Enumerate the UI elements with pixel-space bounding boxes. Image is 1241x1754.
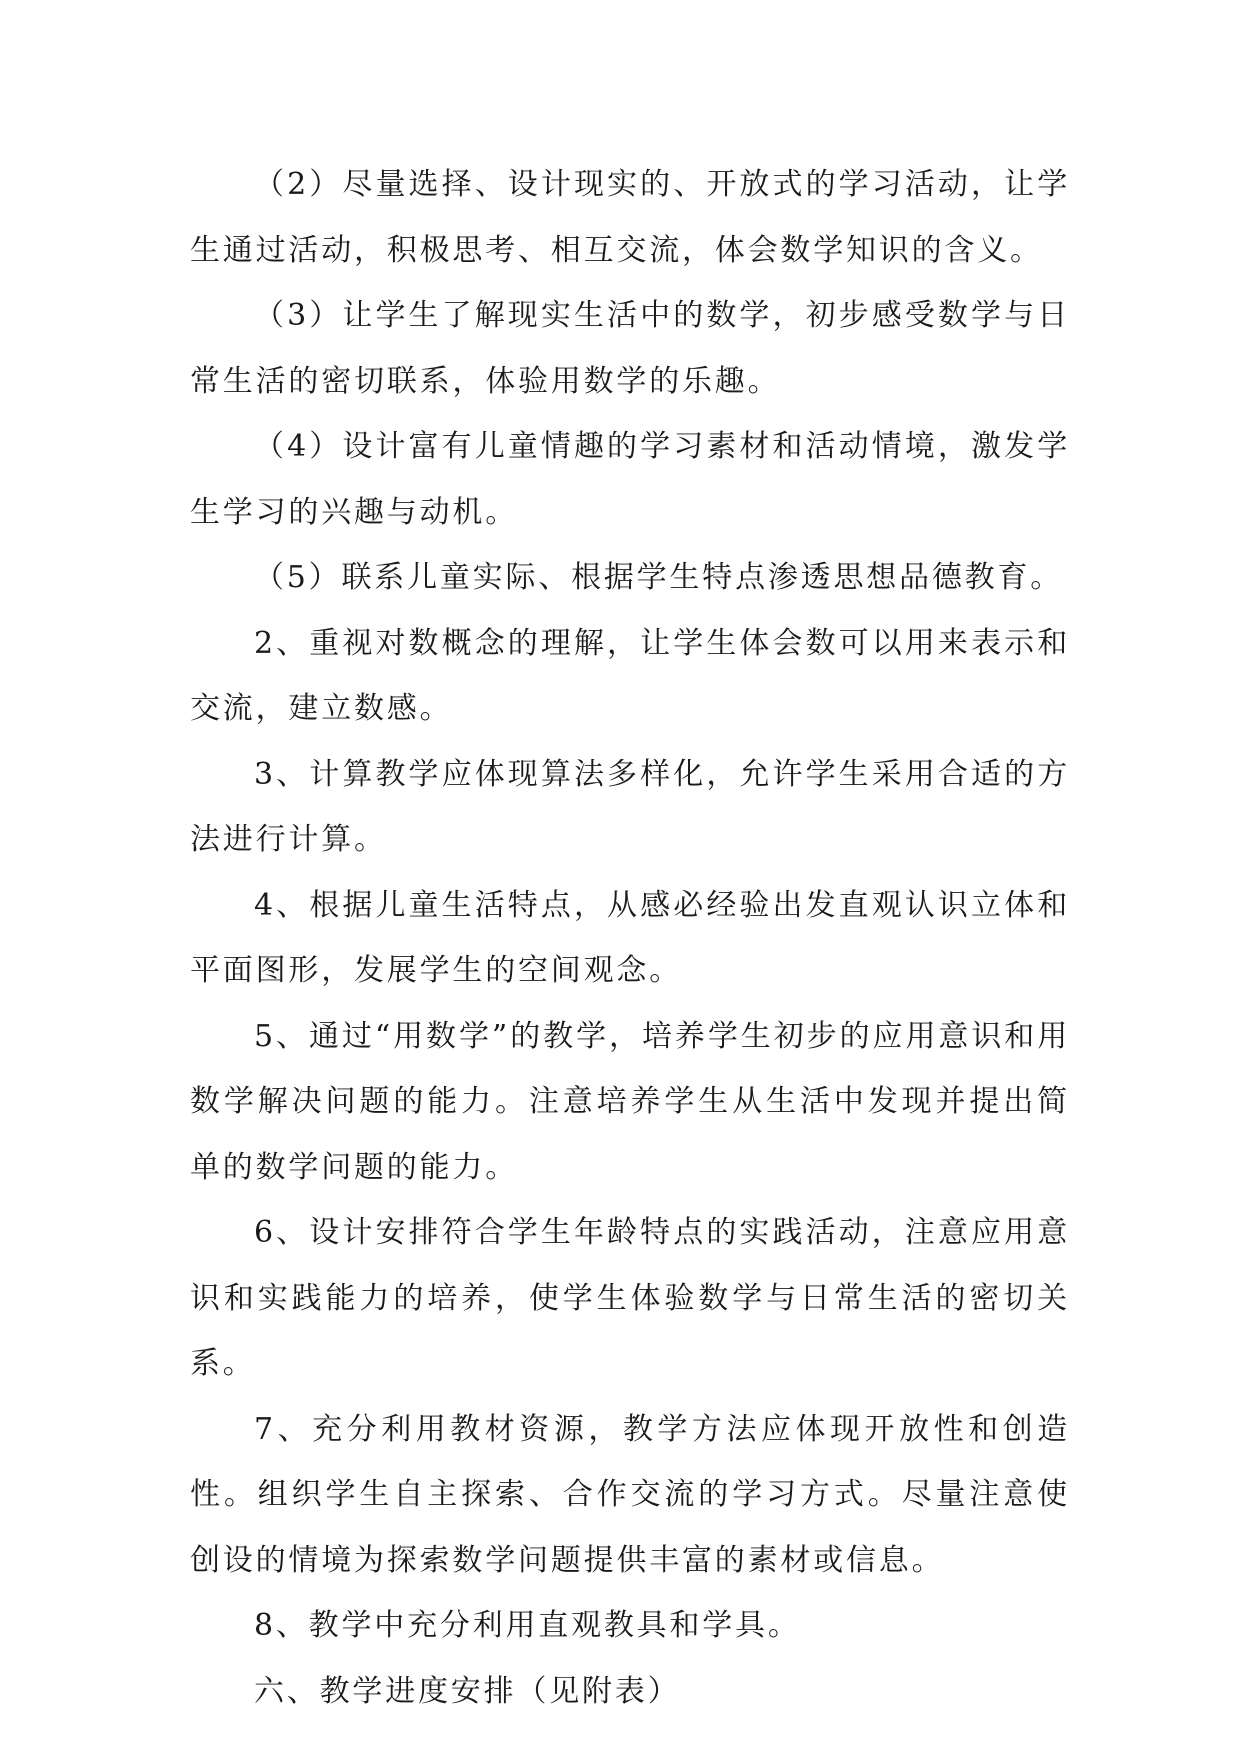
paragraph-item-2-number-sense: 2、重视对数概念的理解，让学生体会数可以用来表示和交流，建立数感。 — [190, 625, 1070, 726]
paragraph-item-7-resources: 7、充分利用教材资源，教学方法应体现开放性和创造性。组织学生自主探索、合作交流的学习方式。尽量注意使创设的情境为探索数学问题提供丰富的素材或信息。 — [190, 1411, 1070, 1578]
document-body — [190, 152, 1070, 1724]
paragraph-item-8-teaching-aids: 8、教学中充分利用直观教具和学具。 — [254, 1608, 801, 1643]
paragraph-3-real-life-math: （3）让学生了解现实生活中的数学，初步感受数学与日常生活的密切联系，体验用数学的乐趣。 — [190, 298, 1070, 399]
paragraph-5-moral-education: （5）联系儿童实际、根据学生特点渗透思想品德教育。 — [254, 560, 1064, 595]
paragraph-item-3-calculation: 3、计算教学应体现算法多样化，允许学生采用合适的方法进行计算。 — [190, 756, 1070, 857]
paragraph-2-activities: （2）尽量选择、设计现实的、开放式的学习活动，让学生通过活动，积极思考、相互交流，体会数学知识的含义。 — [190, 167, 1070, 268]
section-heading-schedule: 六、教学进度安排（见附表） — [254, 1673, 681, 1709]
paragraph-item-5-applied-math: 5、通过“用数学”的教学，培养学生初步的应用意识和用数学解决问题的能力。注意培养学生从生活中发现并提出简单的数学问题的能力。 — [190, 1018, 1070, 1185]
paragraph-item-4-geometry: 4、根据儿童生活特点，从感必经验出发直观认识立体和平面图形，发展学生的空间观念。 — [190, 887, 1070, 988]
paragraph-item-6-practice: 6、设计安排符合学生年龄特点的实践活动，注意应用意识和实践能力的培养，使学生体验数学与日常生活的密切关系。 — [190, 1215, 1070, 1381]
paragraph-4-interest-materials: （4）设计富有儿童情趣的学习素材和活动情境，激发学生学习的兴趣与动机。 — [190, 429, 1070, 530]
